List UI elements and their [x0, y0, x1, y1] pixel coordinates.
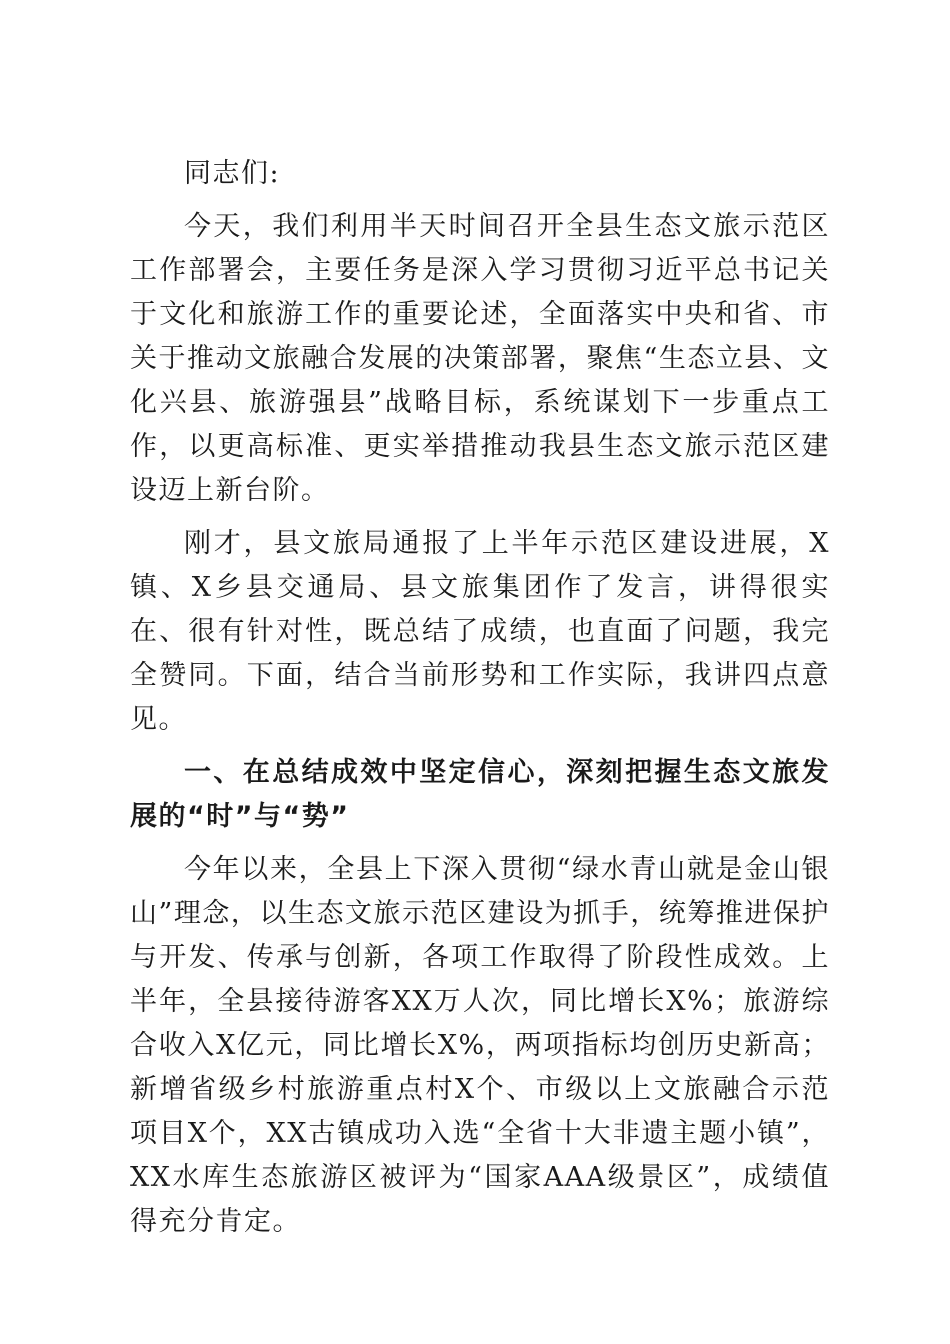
greeting: 同志们:: [184, 158, 281, 189]
paragraph-opening: 今天，我们利用半天时间召开全县生态文旅示范区工作部署会，主要任务是深入学习贯彻习近平总书记关于文化和旅游工作的重要论述，全面落实中央和省、市关于推动文旅融合发展的决策部署，聚焦“生态立县、文化兴县、旅游强县”战略目标，系统谋划下一步重点工作，以更高标准、更实举措推动我县生态文旅示范区建设迈上新台阶。: [130, 211, 830, 506]
section-heading: 一、在总结成效中坚定信心，深刻把握生态文旅发展的“时”与“势”: [130, 757, 830, 832]
paragraph-achievements: 今年以来，全县上下深入贯彻“绿水青山就是金山银山”理念，以生态文旅示范区建设为抓手，统筹推进保护与开发、传承与创新，各项工作取得了阶段性成效。上半年，全县接待游客XX万人次，同比增长X%；旅游综合收入X亿元，同比增长X%，两项指标均创历史新高；新增省级乡村旅游重点村X个、市级以上文旅融合示范项目X个，XX古镇成功入选“全省十大非遗主题小镇”，XX水库生态旅游区被评为“国家AAA级景区”，成绩值得充分肯定。: [130, 854, 830, 1237]
document-body: [130, 152, 830, 1244]
paragraph-review: 刚才，县文旅局通报了上半年示范区建设进展，X镇、X乡县交通局、县文旅集团作了发言，讲得很实在、很有针对性，既总结了成绩，也直面了问题，我完全赞同。下面，结合当前形势和工作实际，我讲四点意见。: [130, 528, 830, 735]
